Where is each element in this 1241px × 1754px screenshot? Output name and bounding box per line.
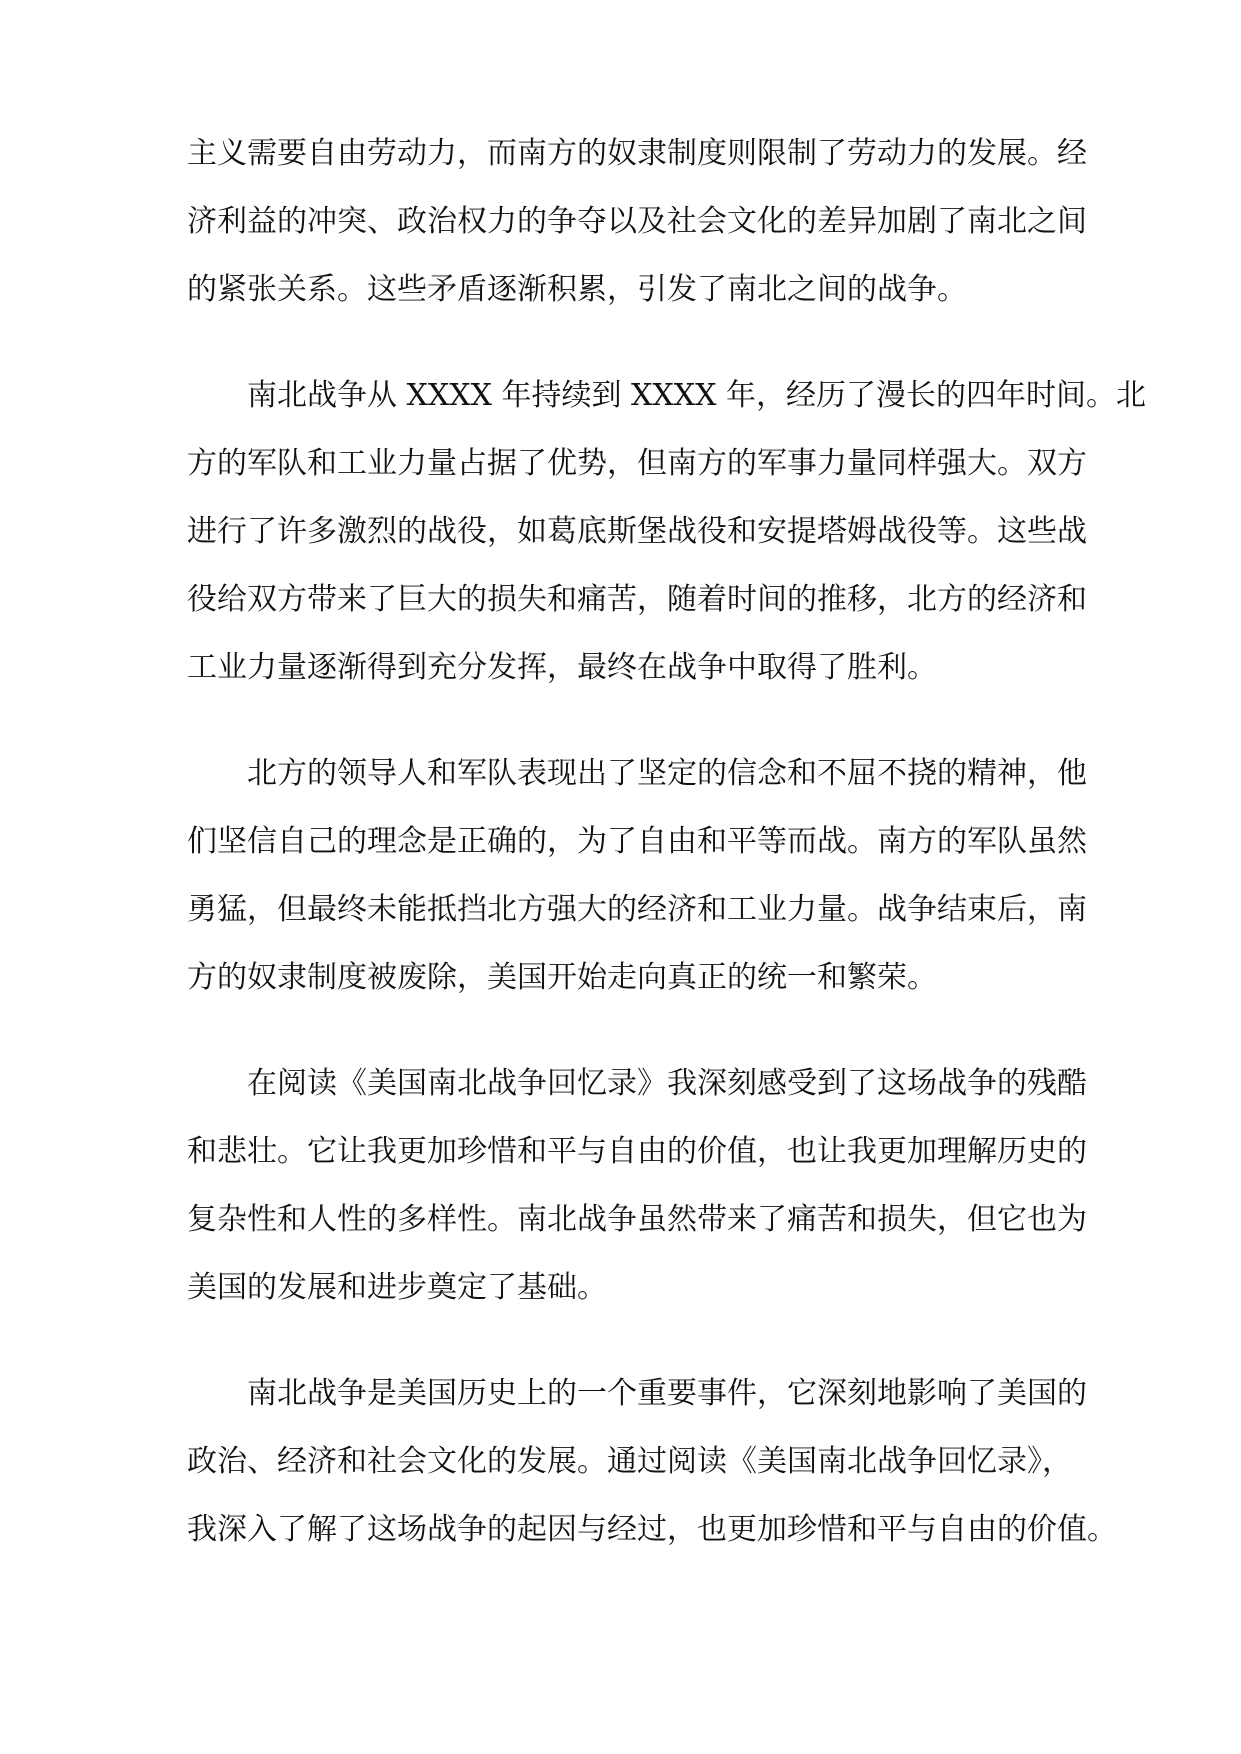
text-line: 工业力量逐渐得到充分发挥，最终在战争中取得了胜利。 bbox=[187, 650, 937, 685]
text-line: 勇猛，但最终未能抵挡北方强大的经济和工业力量。战争结束后，南 bbox=[187, 892, 1087, 927]
text-line: 在阅读《美国南北战争回忆录》我深刻感受到了这场战争的残酷 bbox=[247, 1066, 1087, 1101]
text-line: 方的军队和工业力量占据了优势，但南方的军事力量同样强大。双方 bbox=[187, 446, 1087, 481]
text-line: 南北战争从 XXXX 年持续到 XXXX 年，经历了漫长的四年时间。北 bbox=[247, 378, 1147, 413]
text-line: 的紧张关系。这些矛盾逐渐积累，引发了南北之间的战争。 bbox=[187, 272, 967, 307]
text-line: 役给双方带来了巨大的损失和痛苦，随着时间的推移，北方的经济和 bbox=[187, 582, 1087, 617]
text-line: 们坚信自己的理念是正确的，为了自由和平等而战。南方的军队虽然 bbox=[187, 824, 1087, 859]
text-line: 南北战争是美国历史上的一个重要事件，它深刻地影响了美国的 bbox=[247, 1376, 1087, 1411]
text-line: 美国的发展和进步奠定了基础。 bbox=[187, 1270, 607, 1305]
text-line: 政治、经济和社会文化的发展。通过阅读《美国南北战争回忆录》， bbox=[187, 1444, 1072, 1479]
text-line: 我深入了解了这场战争的起因与经过，也更加珍惜和平与自由的价值。 bbox=[187, 1512, 1117, 1547]
text-line: 和悲壮。它让我更加珍惜和平与自由的价值，也让我更加理解历史的 bbox=[187, 1134, 1087, 1169]
text-line: 复杂性和人性的多样性。南北战争虽然带来了痛苦和损失，但它也为 bbox=[187, 1202, 1087, 1237]
text-line: 进行了许多激烈的战役，如葛底斯堡战役和安提塔姆战役等。这些战 bbox=[187, 514, 1087, 549]
text-line: 主义需要自由劳动力，而南方的奴隶制度则限制了劳动力的发展。经 bbox=[187, 136, 1087, 171]
text-line: 济利益的冲突、政治权力的争夺以及社会文化的差异加剧了南北之间 bbox=[187, 204, 1087, 239]
text-line: 北方的领导人和军队表现出了坚定的信念和不屈不挠的精神，他 bbox=[247, 756, 1087, 791]
text-line: 方的奴隶制度被废除，美国开始走向真正的统一和繁荣。 bbox=[187, 960, 937, 995]
